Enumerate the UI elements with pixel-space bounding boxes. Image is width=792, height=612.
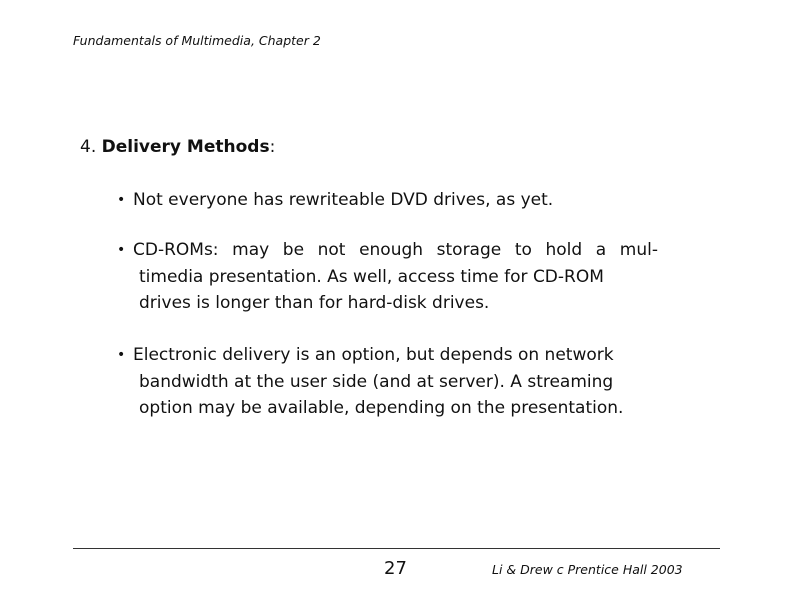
bullet-text	[117, 187, 657, 214]
bullet-marker: •	[117, 242, 126, 258]
bullet-marker: •	[117, 192, 126, 208]
bullet-item-electronic-delivery	[117, 342, 657, 422]
running-header: Fundamentals of Multimedia, Chapter 2	[73, 33, 321, 48]
bullet-item-cdrom	[117, 237, 657, 317]
bullet-line: bandwidth at the user side (and at server). A streaming	[139, 371, 614, 392]
bullet-line: CD-ROMs: may be not enough storage to hold a mul-	[133, 240, 658, 260]
bullet-line: drives is longer than for hard-disk drives.	[139, 293, 490, 313]
bullet-item-dvd	[117, 187, 657, 214]
bullet-line: option may be available, depending on the presentation.	[139, 398, 624, 418]
bullet-marker: •	[117, 347, 126, 363]
section-heading	[80, 137, 275, 157]
bullet-line: timedia presentation. As well, access time for CD-ROM	[139, 266, 604, 287]
footer-credit: Li & Drew c Prentice Hall 2003	[492, 562, 683, 577]
footer-divider	[73, 548, 720, 549]
bullet-text	[117, 237, 657, 317]
section-title-colon: :	[269, 137, 276, 157]
bullet-line: Electronic delivery is an option, but depends on network	[133, 345, 614, 365]
bullet-text	[117, 342, 657, 422]
section-number: 4.	[80, 137, 97, 157]
bullet-line: Not everyone has rewriteable DVD drives, as yet.	[133, 190, 554, 210]
section-title-text: Delivery Methods	[101, 137, 270, 157]
page-number: 27	[384, 558, 407, 579]
